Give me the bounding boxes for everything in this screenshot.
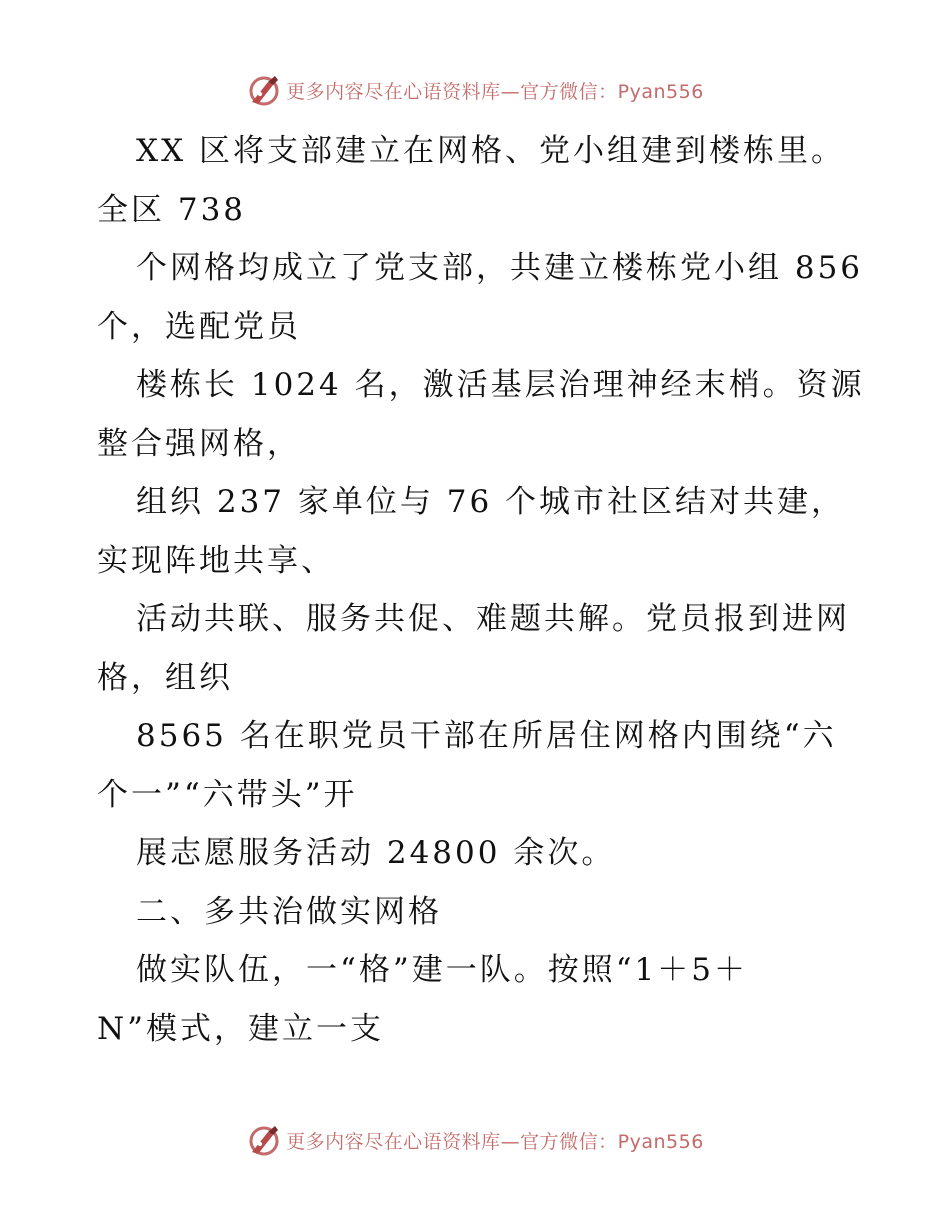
footer-banner-text: 更多内容尽在心语资料库—官方微信：Pyan556 (286, 1130, 704, 1153)
text-line: 整合强网格， (97, 425, 301, 462)
text-line: 格，组织 (97, 659, 233, 696)
header-banner (0, 70, 950, 110)
pen-logo-icon (246, 72, 282, 108)
text-line: 楼栋长 1024 名，激活基层治理神经末梢。资源 (136, 367, 865, 403)
header-banner-text: 更多内容尽在心语资料库—官方微信：Pyan556 (286, 80, 704, 103)
text-line: 全区 738 (97, 191, 247, 228)
text-line: 个，选配党员 (97, 308, 301, 345)
text-line: 活动共联、服务共促、难题共解。党员报到进网 (136, 601, 850, 637)
footer-banner (0, 1120, 950, 1160)
text-line: 实现阵地共享、 (97, 542, 335, 579)
text-line: XX 区将支部建立在网格、党小组建到楼栋里。 (136, 133, 845, 169)
document-body (97, 122, 865, 1058)
pen-logo-icon (246, 1122, 282, 1158)
text-line: 个网格均成立了党支部，共建立楼栋党小组 856 (136, 250, 864, 286)
text-line: 做实队伍，一“格”建一队。按照“1＋5＋ (136, 952, 748, 988)
section-heading: 二、多共治做实网格 (136, 893, 442, 930)
text-line: 展志愿服务活动 24800 余次。 (136, 835, 616, 871)
text-line: 个一”“六带头”开 (97, 776, 358, 813)
text-line: 8565 名在职党员干部在所居住网格内围绕“六 (136, 718, 837, 754)
text-line: 组织 237 家单位与 76 个城市社区结对共建， (136, 484, 846, 520)
text-line: N”模式，建立一支 (97, 1010, 384, 1047)
